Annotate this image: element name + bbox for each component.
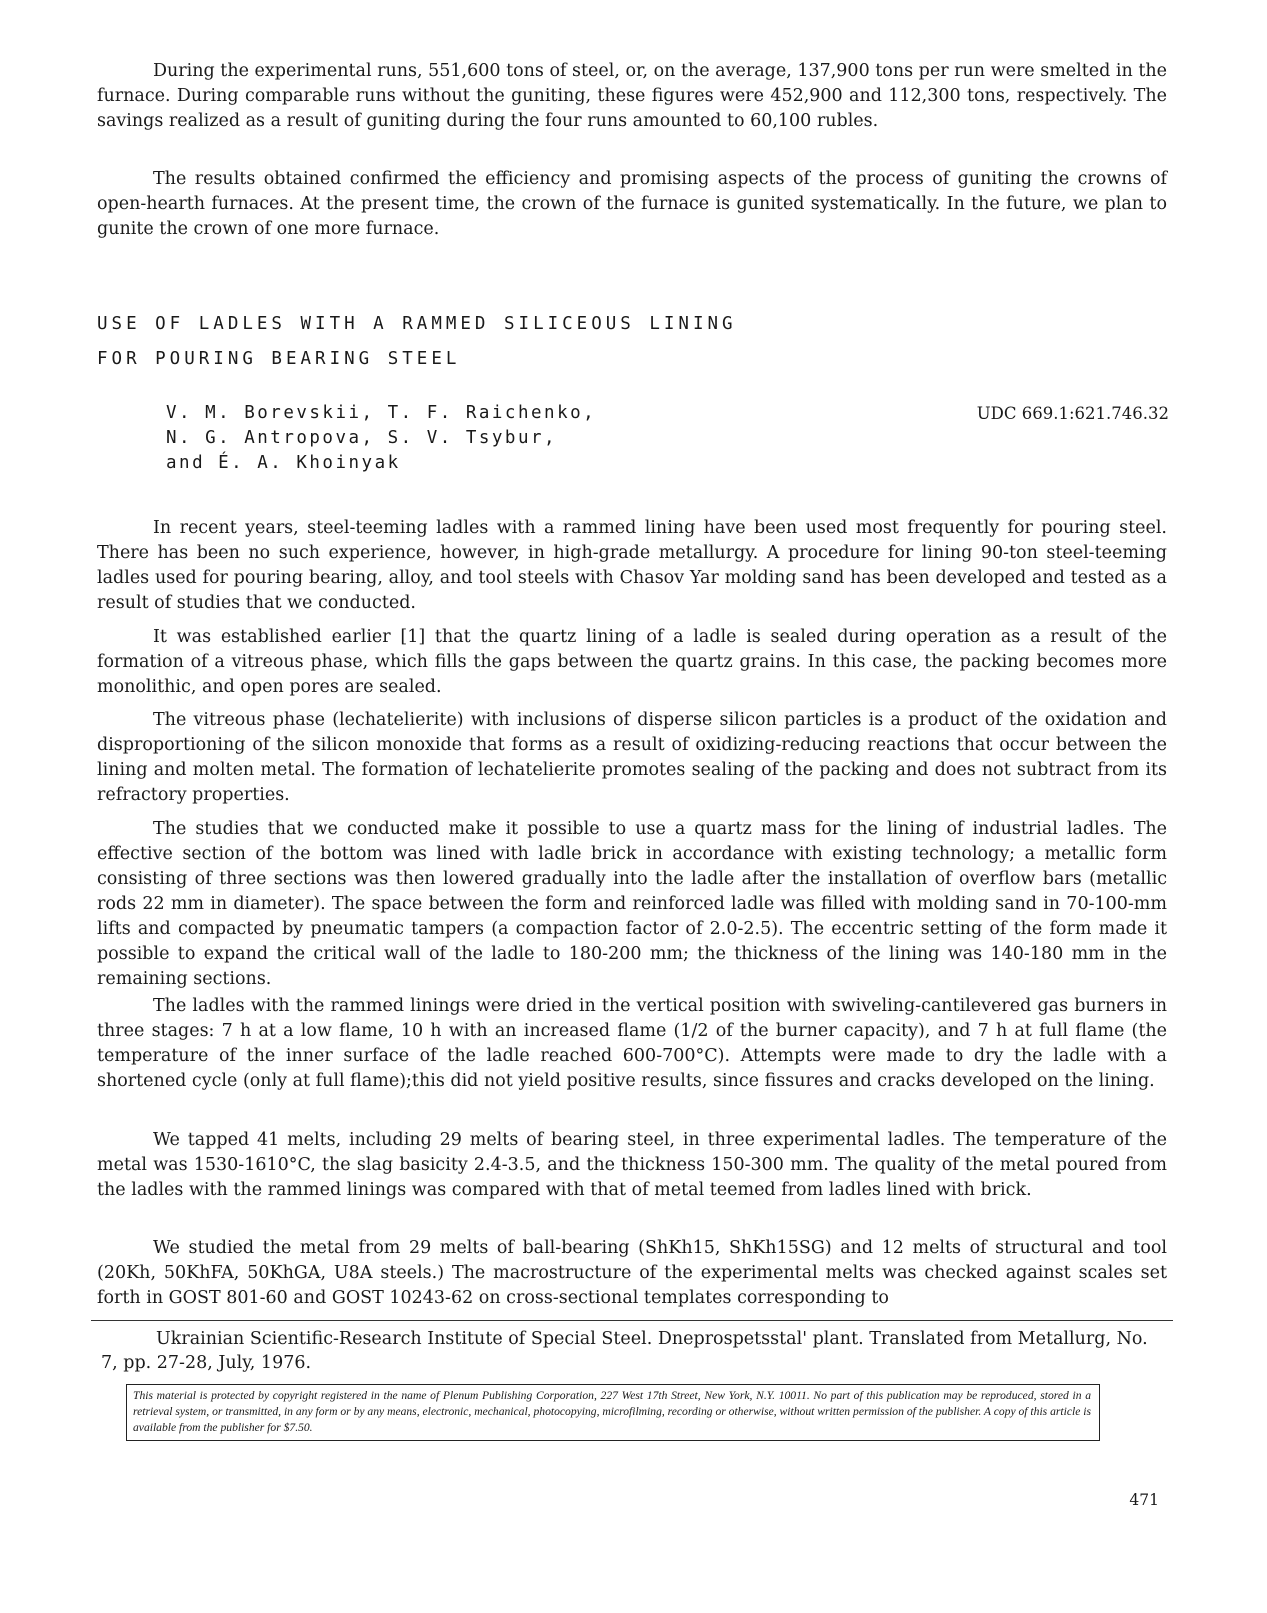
body-paragraph: We studied the metal from 29 melts of ball-bearing (ShKh15, ShKh15SG) and 12 melts of structural and tool (20Kh, 50KhFA, 50KhGA, U8A steels.) The macrostructure of the experimental melts was checked against scales set forth in GOST 801-60 and GOST 10243-62 on cross-sectional templates corresponding to <box>97 1238 1167 1308</box>
intro-paragraph-2: The results obtained confirmed the efficiency and promising aspects of the process of guniting the crowns of open-hearth furnaces. At the present time, the crown of the furnace is gunited systematically. In the future, we plan to gunite the crown of one more furnace. <box>97 169 1167 239</box>
intro-paragraph-1: During the experimental runs, 551,600 tons of steel, or, on the average, 137,900 tons per run were smelted in the furnace. During comparable runs without the guniting, these figures were 452,900 and 112,300 tons, respectively. The savings realized as a result of guniting during the four runs amounted to 60,100 rubles. <box>97 61 1167 131</box>
author-line: N. G. Antropova, S. V. Tsybur, <box>166 428 558 448</box>
author-list <box>166 401 596 476</box>
body-paragraph: It was established earlier [1] that the quartz lining of a ladle is sealed during operation as a result of the formation of a vitreous phase, which fills the gaps between the quartz grains. In this case, the packing becomes more monolithic, and open pores are sealed. <box>97 627 1167 697</box>
author-line: and É. A. Khoinyak <box>166 453 401 473</box>
footnote-divider <box>91 1320 1173 1321</box>
article-title-line-2: FOR POURING BEARING STEEL <box>97 349 461 369</box>
body-paragraph: We tapped 41 melts, including 29 melts of bearing steel, in three experimental ladles. The temperature of the metal was 1530-1610°C, the slag basicity 2.4-3.5, and the thickness 150-300 mm. The quality of the metal poured from the ladles with the rammed linings was compared with that of metal teemed from ladles lined with brick. <box>97 1130 1167 1200</box>
affiliation-footnote: Ukrainian Scientific-Research Institute of Special Steel. Dneprospetsstal' plant. Translated from Metallurg, No. 7, pp. 27-28, July, 1976. <box>101 1329 1148 1373</box>
udc-code: UDC 669.1:621.746.32 <box>976 404 1169 423</box>
copyright-notice-box: This material is protected by copyright registered in the name of Plenum Publishing Corporation, 227 West 17th Street, New York, N.Y. 10011. No part of this publication may be reproduced, stored in a retrieval system, or transmitted, in any form or by any means, electronic, mechanical, photocopying, microfilming, recording or otherwise, without written permission of the publisher. A copy of this article is available from the publisher for $7.50. <box>126 1384 1100 1441</box>
page-number: 471 <box>1129 1491 1159 1509</box>
body-paragraph: The vitreous phase (lechatelierite) with inclusions of disperse silicon particles is a product of the oxidation and disproportioning of the silicon monoxide that forms as a result of oxidizing-reducing reactions that occur between the lining and molten metal. The formation of lechatelierite promotes sealing of the packing and does not subtract from its refractory properties. <box>97 710 1167 805</box>
body-paragraph: In recent years, steel-teeming ladles with a rammed lining have been used most frequently for pouring steel. There has been no such experience, however, in high-grade metallurgy. A procedure for lining 90-ton steel-teeming ladles used for pouring bearing, alloy, and tool steels with Chasov Yar molding sand has been developed and tested as a result of studies that we conducted. <box>97 518 1167 613</box>
body-paragraph: The studies that we conducted make it possible to use a quartz mass for the lining of industrial ladles. The effective section of the bottom was lined with ladle brick in accordance with existing technology; a metallic form consisting of three sections was then lowered gradually into the ladle after the installation of overflow bars (metallic rods 22 mm in diameter). The space between the form and reinforced ladle was filled with molding sand in 70-100-mm lifts and compacted by pneumatic tampers (a compaction factor of 2.0-2.5). The eccentric setting of the form made it possible to expand the critical wall of the ladle to 180-200 mm; the thickness of the lining was 140-180 mm in the remaining sections. <box>97 819 1167 989</box>
author-line: V. M. Borevskii, T. F. Raichenko, <box>166 403 597 423</box>
article-title-line-1: USE OF LADLES WITH A RAMMED SILICEOUS LINING <box>97 314 737 334</box>
body-paragraph: The ladles with the rammed linings were dried in the vertical position with swiveling-cantilevered gas burners in three stages: 7 h at a low flame, 10 h with an increased flame (1/2 of the burner capacity), and 7 h at full flame (the temperature of the inner surface of the ladle reached 600-700°C). Attempts were made to dry the ladle with a shortened cycle (only at full flame);this did not yield positive results, since fissures and cracks developed on the lining. <box>97 996 1167 1091</box>
